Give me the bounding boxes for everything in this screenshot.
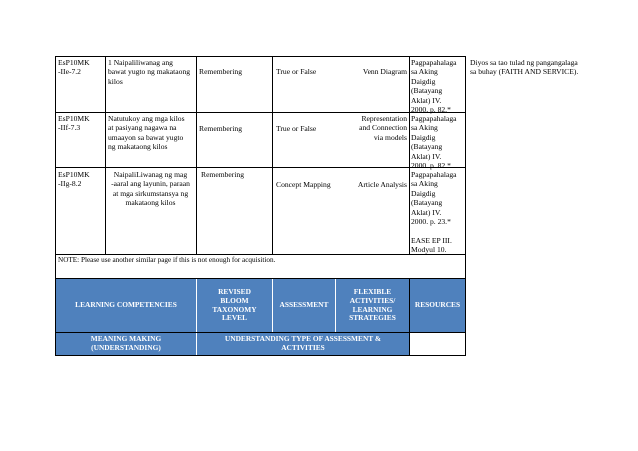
row-3-resources: Pagpapahalaga sa Aking Daigdig (Batayang Aklat) IV. 2000. p. 23.* EASE EP III. Modyul 10. (411, 170, 457, 255)
header-assessment: ASSESSMENT (273, 279, 335, 332)
row-2-resources: Pagpapahalaga sa Aking Daigdig (Batayang Aklat) IV. 2000. p. 82.* (411, 114, 457, 171)
subheader-understanding-assessment: UNDERSTANDING TYPE OF ASSESSMENT & ACTIVITIES (197, 333, 409, 355)
row-2-code: EsP10MK -IIf-7.3 (58, 114, 90, 133)
row-3-competency: NaipaliLiwanag ng mag -aaral ang layunin, paraan at mga sirkumstansya ng makataong kilos (111, 170, 190, 208)
row-3-bloom-level: Remembering (201, 170, 245, 179)
row-3-code: EsP10MK -IIg-8.2 (58, 170, 90, 189)
row-2-assessment: True or False (276, 124, 317, 133)
row-2-bloom-level: Remembering (199, 124, 243, 133)
side-note: Diyos sa tao tulad ng pangangalaga sa buhay (FAITH AND SERVICE). (470, 58, 579, 77)
row-1-assessment: True or False (276, 67, 317, 76)
row-1-code: EsP10MK -IIe-7.2 (58, 58, 90, 77)
row-1-activity: Venn Diagram (362, 67, 407, 76)
row-1-competency: 1 Naipaliliwanag ang bawat yugto ng makataong kilos (108, 58, 191, 86)
row-1-bloom-level: Remembering (199, 67, 243, 76)
header-learning-competencies: LEARNING COMPETENCIES (56, 279, 196, 332)
header-resources: RESOURCES (410, 279, 465, 332)
row-3-activity: Article Analysis (357, 180, 407, 189)
header-flexible-activities: FLEXIBLE ACTIVITIES/ LEARNING STRATEGIES (336, 279, 409, 332)
row-1-resources: Pagpapahalaga sa Aking Daigdig (Batayang Aklat) IV. 2000. p. 82.* (411, 58, 457, 115)
subheader-empty-cell (410, 333, 465, 355)
subheader-meaning-making: MEANING MAKING (UNDERSTANDING) (56, 333, 196, 355)
row-3-assessment: Concept Mapping (276, 180, 331, 189)
header-bloom-taxonomy: REVISED BLOOM TAXONOMY LEVEL (197, 279, 272, 332)
row-2-competency: Natutukoy ang mga kilos at pasiyang nagawa na umaayon sa bawat yugto ng makataong kilos (108, 114, 185, 152)
row-2-activity: Representation and Connection via models (359, 114, 407, 142)
note-text: NOTE: Please use another similar page if this is not enough for acquisition. (58, 256, 276, 264)
